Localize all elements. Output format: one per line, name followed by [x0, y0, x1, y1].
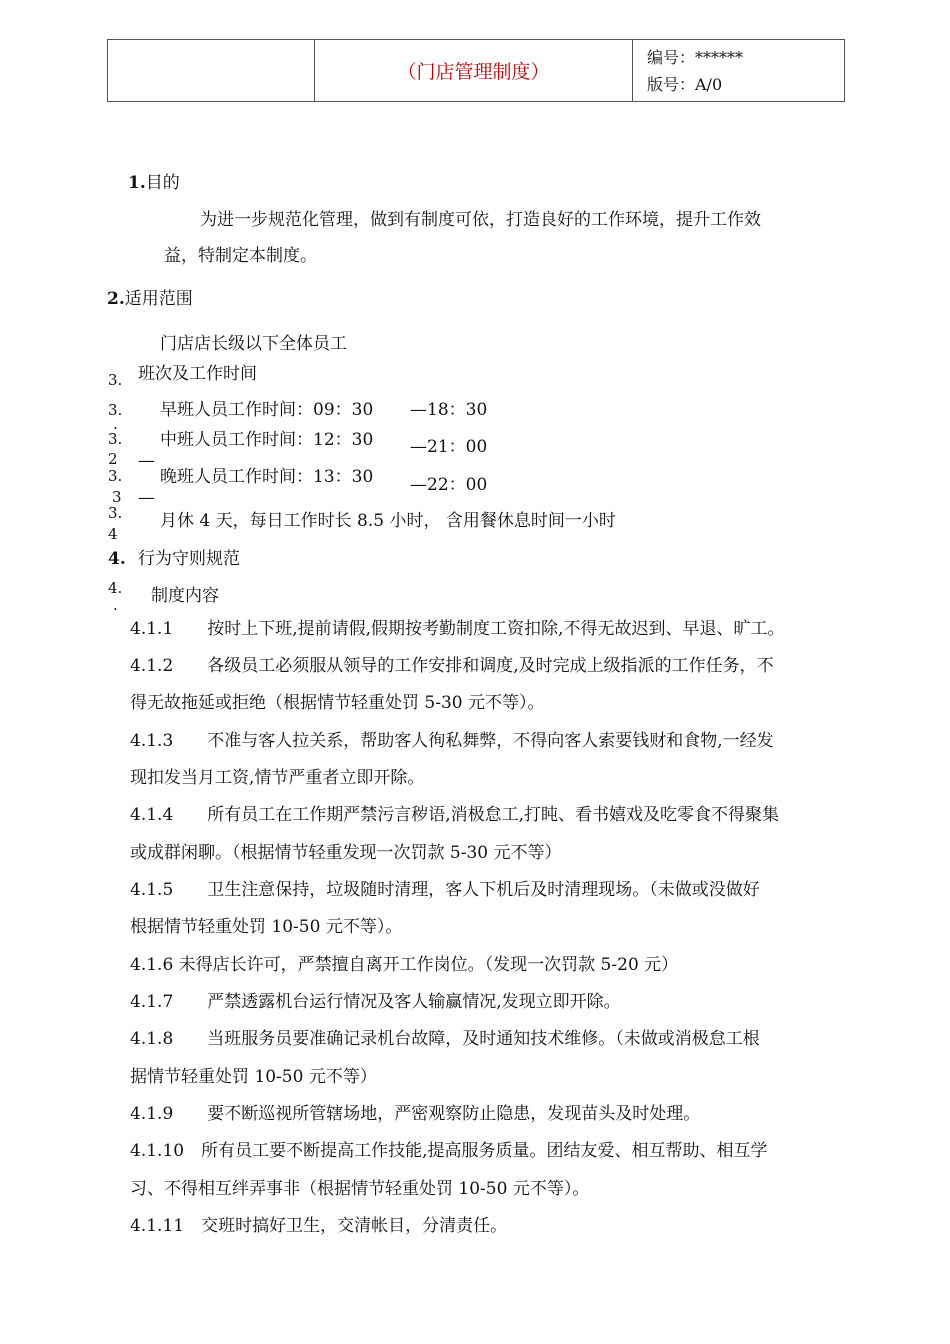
rule-4-1-5: 4.1.5 卫生注意保持，垃圾随时清理，客人下机后及时清理现场。（未做或没做好	[130, 880, 760, 900]
working-hours-note: 月休 4 天，每日工作时长 8.5 小时， 含用餐休息时间一小时	[160, 511, 616, 531]
subsection-4-1-heading: 制度内容	[151, 586, 219, 606]
section-3-number: 3.	[108, 371, 123, 389]
rule-4-1-10-cont: 习、不得相互绊弄事非（根据情节轻重处罚 10-50 元不等）。	[130, 1179, 590, 1199]
rule-4-1-6: 4.1.6 未得店长许可，严禁擅自离开工作岗位。（发现一次罚款 5-20 元）	[130, 955, 679, 975]
section-1-paragraph-line-2: 益，特制定本制度。	[164, 246, 317, 266]
section-2-text: 门店店长级以下全体员工	[160, 334, 347, 354]
document-code: 编号：******	[647, 47, 744, 67]
shift-1-number: 3.	[108, 401, 123, 419]
section-4-number: 4.	[108, 549, 126, 569]
shift-3-end: —22：00	[410, 475, 488, 495]
section-1-heading	[128, 175, 180, 192]
rule-4-1-2: 4.1.2 各级员工必须服从领导的工作安排和调度,及时完成上级指派的工作任务，不	[130, 656, 774, 676]
header-title: （门店管理制度）	[315, 40, 633, 102]
shift-1-end: —18：30	[410, 400, 488, 420]
numbering-fragment: 4	[108, 525, 118, 543]
rule-4-1-5-cont: 根据情节轻重处罚 10-50 元不等）。	[130, 917, 403, 937]
rule-4-1-11: 4.1.11 交班时搞好卫生，交清帐目，分清责任。	[130, 1216, 508, 1236]
header-meta-cell	[633, 40, 845, 102]
note-number: 3.	[108, 504, 123, 522]
shift-2-end: —21：00	[410, 437, 488, 457]
rule-4-1-8: 4.1.8 当班服务员要准确记录机台故障，及时通知技术维修。（未做或消极怠工根	[130, 1029, 760, 1049]
rule-4-1-10: 4.1.10 所有员工要不断提高工作技能,提高服务质量。团结友爱、相互帮助、相互学	[130, 1141, 768, 1161]
rule-4-1-2-cont: 得无故拖延或拒绝（根据情节轻重处罚 5-30 元不等）。	[130, 693, 545, 713]
document-header-table	[107, 39, 845, 102]
section-4-heading: 行为守则规范	[138, 549, 240, 569]
shift-2-number: 3.	[108, 430, 123, 448]
section-3-heading: 班次及工作时间	[138, 364, 257, 384]
section-2-heading	[107, 291, 193, 308]
header-blank-cell	[108, 40, 315, 102]
rule-4-1-7: 4.1.7 严禁透露机台运行情况及客人输赢情况,发现立即开除。	[130, 992, 621, 1012]
shift-3-number: 3.	[108, 467, 123, 485]
shift-3-time: 晚班人员工作时间：13：30	[160, 467, 374, 487]
section-2-title: 适用范围	[124, 289, 193, 309]
rule-4-1-4-cont: 或成群闲聊。（根据情节轻重发现一次罚款 5-30 元不等）	[130, 843, 562, 863]
section-2-number: 2.	[107, 289, 125, 309]
numbering-fragment: 2	[108, 450, 118, 468]
rule-4-1-4: 4.1.4 所有员工在工作期严禁污言秽语,消极怠工,打盹、看书嬉戏及吃零食不得聚集	[130, 805, 780, 825]
shift-2-time: 中班人员工作时间：12：30	[160, 430, 374, 450]
section-1-title: 目的	[145, 173, 180, 193]
rule-4-1-9: 4.1.9 要不断巡视所管辖场地，严密观察防止隐患，发现苗头及时处理。	[130, 1104, 701, 1124]
rule-4-1-8-cont: 据情节轻重处罚 10-50 元不等）	[130, 1067, 377, 1087]
dash-fragment: —	[138, 451, 155, 471]
rule-4-1-3: 4.1.3 不准与客人拉关系，帮助客人徇私舞弊，不得向客人索要钱财和食物,一经发	[130, 731, 774, 751]
numbering-fragment: 3	[112, 488, 122, 506]
numbering-fragment: .	[113, 596, 118, 614]
shift-1-time: 早班人员工作时间：09：30	[160, 400, 374, 420]
numbering-fragment: .	[113, 415, 118, 433]
document-version: 版号：A/0	[647, 74, 723, 94]
dash-fragment: —	[138, 488, 155, 508]
rule-4-1-3-cont: 现扣发当月工资,情节严重者立即开除。	[130, 768, 425, 788]
subsection-4-1-number: 4.	[108, 579, 123, 597]
rule-4-1-1: 4.1.1 按时上下班,提前请假,假期按考勤制度工资扣除,不得无故迟到、早退、旷工。	[130, 619, 785, 639]
section-1-number: 1.	[128, 173, 146, 193]
section-1-paragraph-line-1: 为进一步规范化管理，做到有制度可依，打造良好的工作环境，提升工作效	[200, 210, 761, 230]
